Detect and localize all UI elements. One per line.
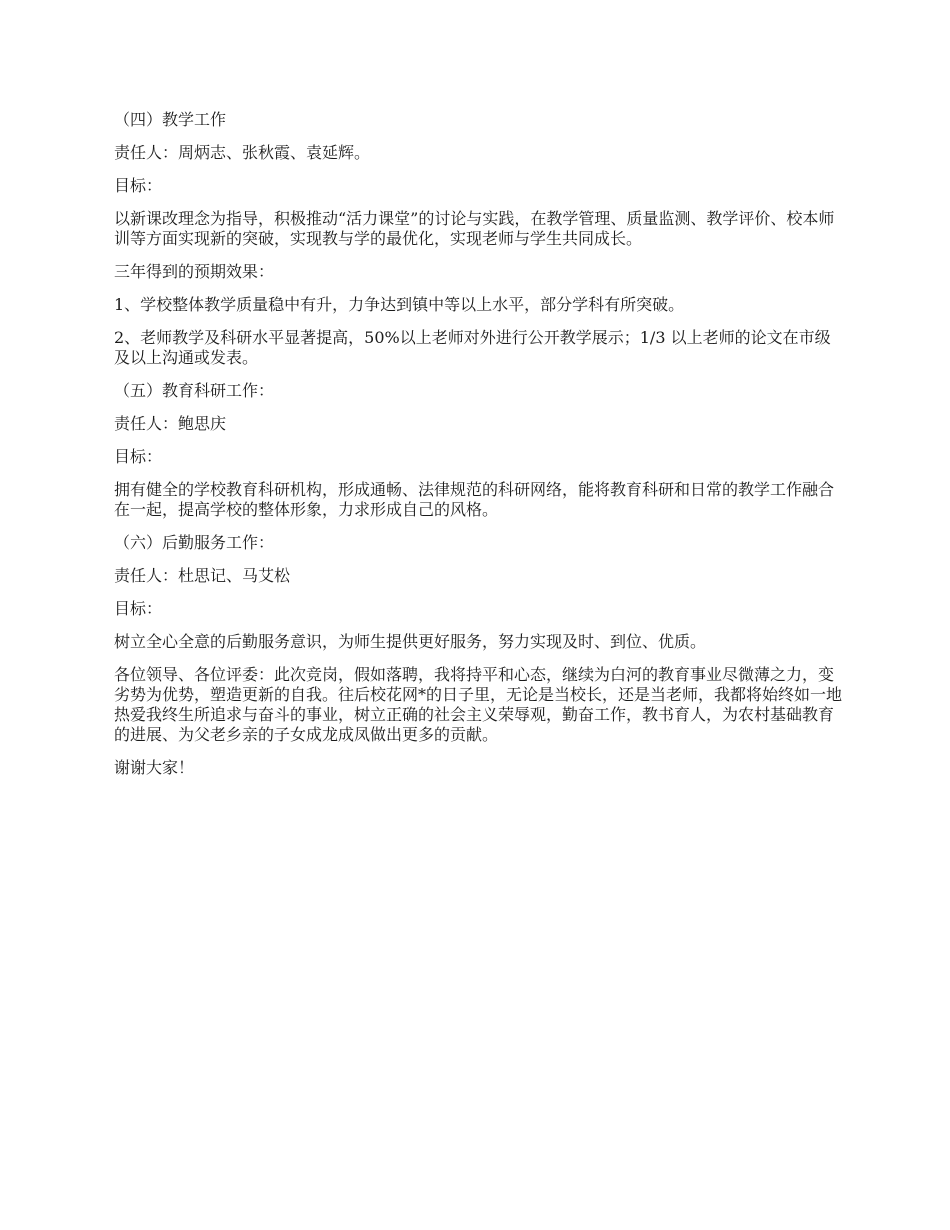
section-heading-teaching: （四）教学工作 xyxy=(114,110,227,129)
responsible-persons-research: 责任人：鲍思庆 xyxy=(114,414,227,433)
section-heading-logistics: （六）后勤服务工作： xyxy=(114,533,275,552)
goal-text-teaching: 以新课改理念为指导，积极推动“活力课堂”的讨论与实践，在教学管理、质量监测、教学评价、校本师训等方面实现新的突破，实现教与学的最优化，实现老师与学生共同成长。 xyxy=(114,209,835,248)
closing-statement: 各位领导、各位评委：此次竞岗，假如落聘，我将持平和心态，继续为白河的教育事业尽微薄之力，变劣势为优势，塑造更新的自我。往后校花网*的日子里，无论是当校长，还是当老师，我都将始终如一地热爱我终生所追求与奋斗的事业，树立正确的社会主义荣辱观，勤奋工作，教书育人，为农村基础教育的进展、为父老乡亲的子女成龙成凤做出更多的贡献。 xyxy=(114,665,843,744)
responsible-persons-teaching: 责任人：周炳志、张秋霞、袁延辉。 xyxy=(114,143,371,162)
expected-result-2: 2、老师教学及科研水平显著提高，50%以上老师对外进行公开教学展示；1/3 以上老师的论文在市级及以上沟通或发表。 xyxy=(114,328,831,367)
document-page xyxy=(114,110,842,791)
goal-text-research: 拥有健全的学校教育科研机构，形成通畅、法律规范的科研网络，能将教育科研和日常的教学工作融合在一起，提高学校的整体形象，力求形成自己的风格。 xyxy=(114,480,835,519)
section-heading-research: （五）教育科研工作： xyxy=(114,381,275,400)
expected-result-1: 1、学校整体教学质量稳中有升，力争达到镇中等以上水平，部分学科有所突破。 xyxy=(114,295,685,314)
goal-label-logistics: 目标： xyxy=(114,599,163,618)
goal-label-teaching: 目标： xyxy=(114,176,163,195)
goal-text-logistics: 树立全心全意的后勤服务意识，为师生提供更好服务，努力实现及时、到位、优质。 xyxy=(114,632,707,651)
thanks-line: 谢谢大家！ xyxy=(114,758,195,777)
responsible-persons-logistics: 责任人：杜思记、马艾松 xyxy=(114,566,291,585)
expected-results-heading: 三年得到的预期效果： xyxy=(114,262,275,281)
goal-label-research: 目标： xyxy=(114,447,163,466)
